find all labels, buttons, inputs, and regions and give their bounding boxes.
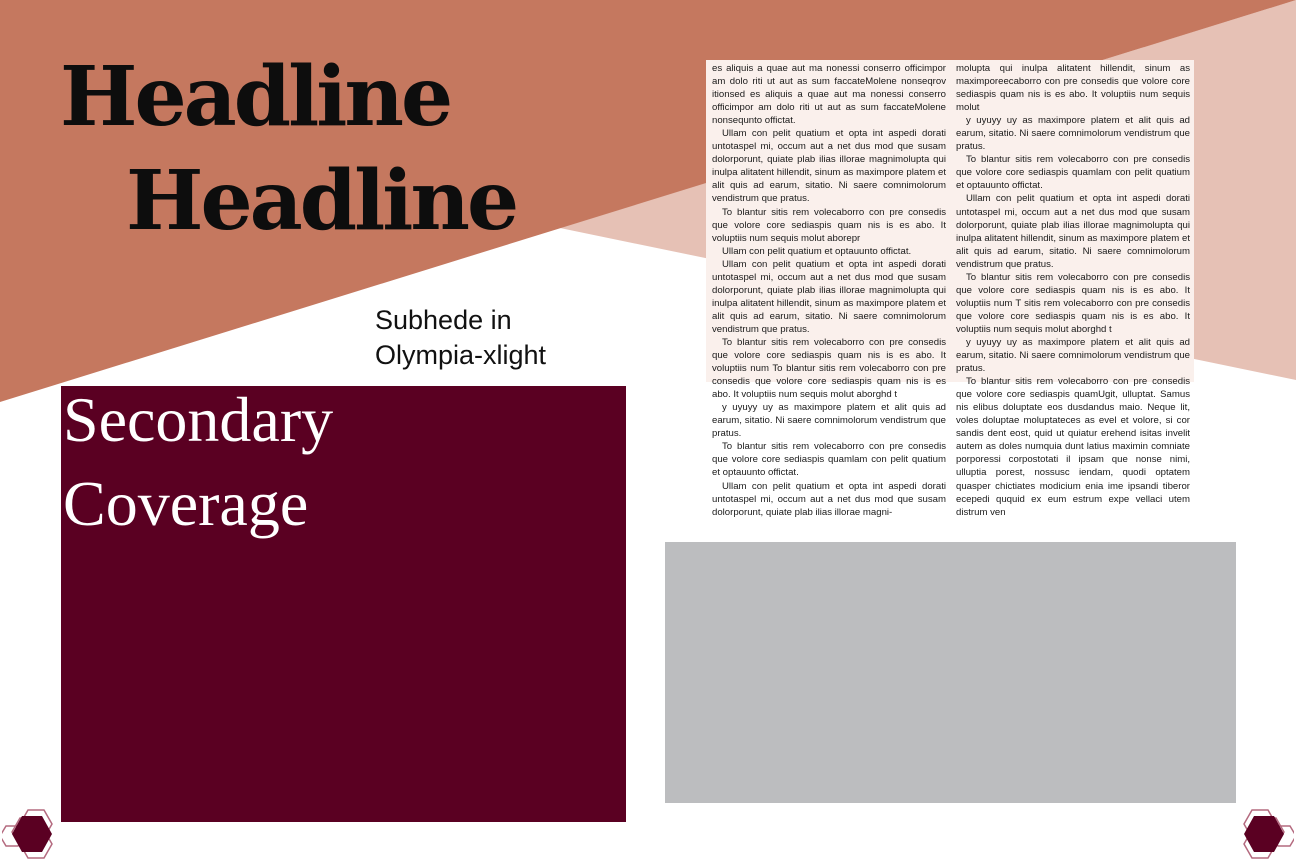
body-paragraph: molupta qui inulpa alitatent hillendit, sinum as maximporeecaborro con pre consedis que volore core sediaspis quam nis is es abo. It voluptiis num sequis molut <box>956 63 1190 114</box>
body-paragraph: Ullam con pelit quatium et opta int aspedi dorati untotaspel mi, occum aut a net dus mod que susam dolorporunt, quiate plab ilias illorae magnimolupta qui inulpa alitatent hillendit, sinum as maximpore platem et alit quis ad earum, sitatio. Ni saere comnimolorum vendistrum que pratus. <box>712 258 946 335</box>
body-paragraph: y uyuyy uy as maximpore platem et alit quis ad earum, sitatio. Ni saere comnimolorum vendistrum que pratus. <box>956 336 1190 375</box>
body-paragraph: Ullam con pelit quatium et opta int aspedi dorati untotaspel mi, occum aut a net dus mod que susam dolorporunt, quiate plab ilias illorae magnimolupta qui inulpa alitatent hillendit, sinum as maximpore platem et alit quis ad earum, sitatio. Ni saere comnimolorum vendistrum que pratus. <box>712 128 946 205</box>
headline-line-2: Headline <box>126 153 517 249</box>
body-paragraph: Ullam con pelit quatium et opta int aspedi dorati untotaspel mi, occum aut a net dus mod que susam dolorporunt, quiate plab ilias illorae magni- <box>712 480 946 518</box>
body-text <box>712 62 1190 528</box>
body-paragraph: To blantur sitis rem volecaborro con pre consedis que volore core sediaspis quamlam con pelit quatium et optauunto offictat. <box>712 441 946 479</box>
subhead: Subhede in Olympia-xlight <box>375 305 547 370</box>
secondary-coverage-block <box>61 386 626 822</box>
secondary-coverage-title-line-2: Coverage <box>63 468 309 539</box>
body-paragraph: To blantur sitis rem volecaborro con pre consedis que volore core sediaspis quamlam con pelit quatium et optauunto offictat. <box>956 154 1190 192</box>
body-paragraph: y uyuyy uy as maximpore platem et alit quis ad earum, sitatio. Ni saere comnimolorum vendistrum que pratus. <box>712 402 946 440</box>
body-paragraph: Ullam con pelit quatium et optauunto offictat. <box>722 245 912 257</box>
body-column-1 <box>712 62 946 519</box>
body-paragraph: To blantur sitis rem volecaborro con pre consedis que volore core sediaspis quam nis is es abo. It voluptiis num sequis molut aborepr <box>712 206 946 244</box>
body-paragraph: es aliquis a quae aut ma nonessi conserro officimpor am dolo riti ut aut as sum faccateMolene nonseqrov itionsed es aliquis a quae aut ma nonessi conserro officimpor am dolo riti ut aut as sum faccateMolene nonsequnto offictat. <box>712 63 946 127</box>
body-paragraph: y uyuyy uy as maximpore platem et alit quis ad earum, sitatio. Ni saere comnimolorum vendistrum que pratus. <box>956 115 1190 153</box>
hexagon-cluster-icon <box>2 806 62 860</box>
body-paragraph: Ullam con pelit quatium et opta int aspedi dorati untotaspel mi, occum aut a net dus mod que susam dolorporunt, quiate plab ilias illorae magnimolupta qui inulpa alitatent hillendit, sinum as maximpore platem et alit quis ad earum, sitatio. Ni saere comnimolorum vendistrum que pratus. <box>956 193 1190 270</box>
photo-placeholder <box>665 542 1236 803</box>
body-paragraph: To blantur sitis rem volecaborro con pre consedis que volore core sediaspis quam nis is es abo. It voluptiis num T sitis rem volecaborro con pre consedis que volore core sediaspis quam nis is es abo. It voluptiis num sequis molut aborghd t <box>956 271 1190 335</box>
headline-line-1: Headline <box>60 49 451 145</box>
hexagon-cluster-icon <box>1234 806 1294 860</box>
body-column-2 <box>956 62 1190 519</box>
body-paragraph: To blantur sitis rem volecaborro con pre consedis que volore core sediaspis quam nis is es abo. It voluptiis num To blantur sitis rem volecaborro con pre consedis que volore core sediaspis quam nis is es abo. It voluptiis num sequis molut aborghd t <box>712 336 946 401</box>
secondary-coverage-title-line-1: Secondary <box>63 384 334 455</box>
body-paragraph: To blantur sitis rem volecaborro con pre consedis que volore core sediaspis quamUgit, ulluptat. Samus nis elibus doluptate eos dusdandus maio. Neque lit, voles doluptae moluptateces as evel et volore, si cor sandis dent eost, quid ut quiatur erehend isitas invelit autem as doles numquia dunt latius maximin comniate porporessi corpostotati il ipsam que nonse nimi, ulluptia porest, nossusc iendam, quodi optatem quasper chictiates modicium enia ime ipsandi tiberor ecepedi ququid ex eum estrum expe vellaci utem distrum ven <box>956 376 1190 518</box>
